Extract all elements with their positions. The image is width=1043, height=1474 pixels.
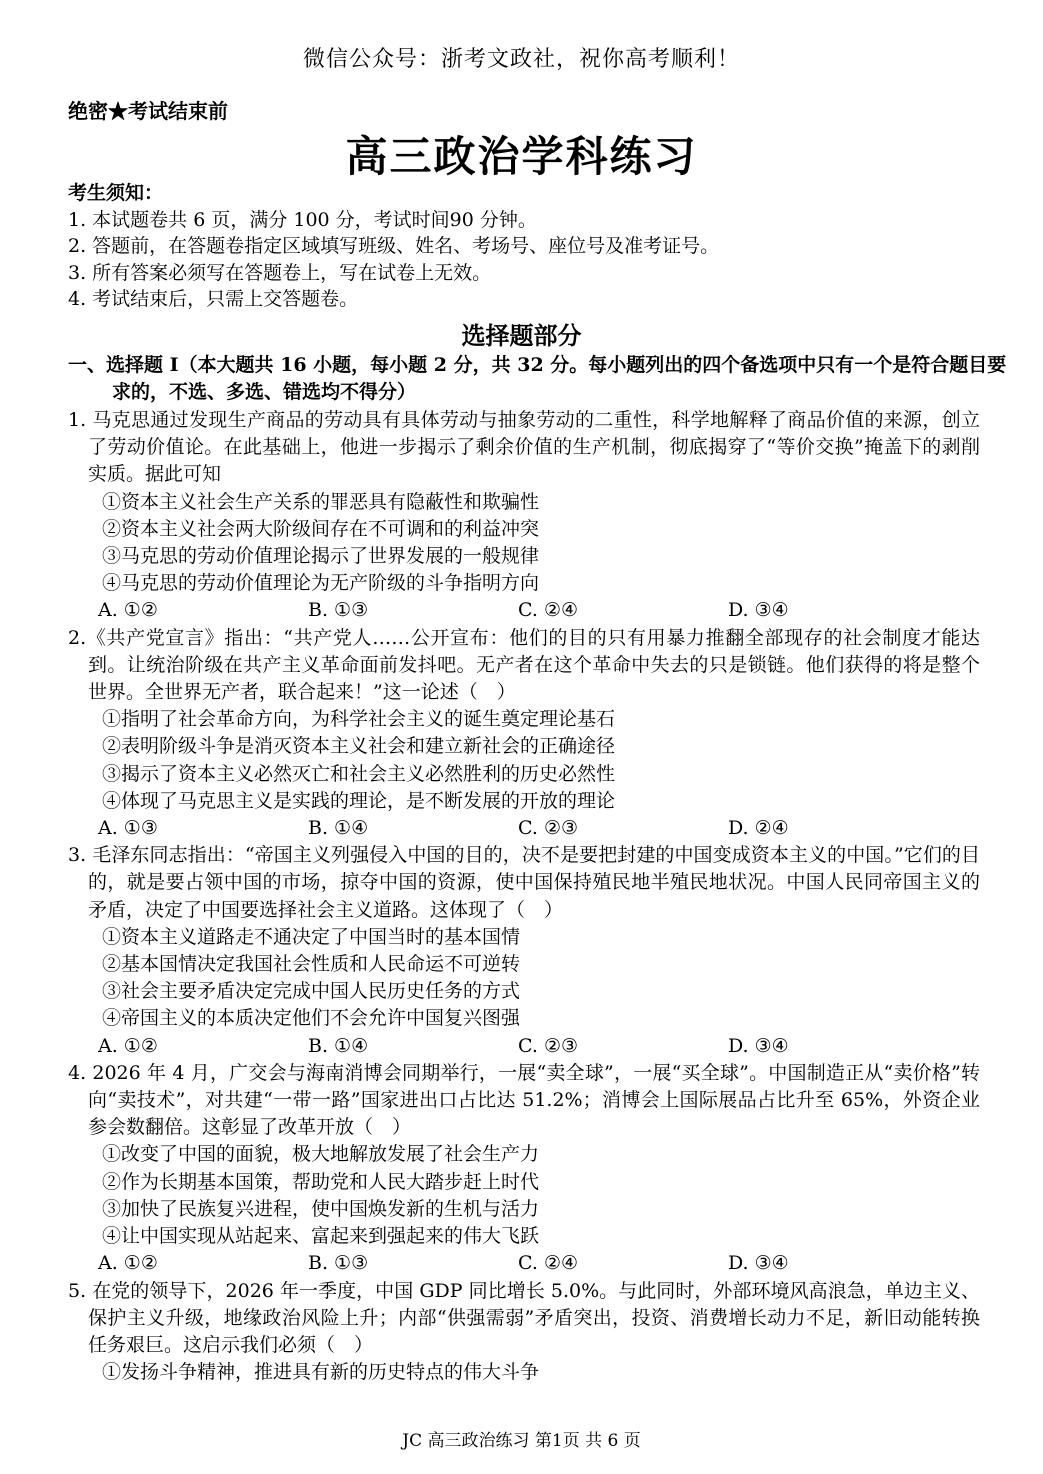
choice-a: A. ①③ — [98, 817, 158, 840]
statement-option: ④让中国实现从站起来、富起来到强起来的伟大飞跃 — [102, 1225, 540, 1248]
choice-b: B. ①③ — [308, 1252, 369, 1275]
answer-choices — [68, 1250, 980, 1277]
choice-b: B. ①③ — [308, 599, 369, 622]
section-title: 选择题部分 — [461, 321, 582, 350]
notice-item: 3. 所有答案必须写在答题卷上，写在试卷上无效。 — [68, 261, 492, 284]
statement-option: ①发扬斗争精神，推进具有新的历史特点的伟大斗争 — [102, 1361, 540, 1384]
choice-c: C. ②④ — [518, 599, 579, 622]
choice-d: D. ③④ — [728, 1034, 789, 1057]
statement-option: ①资本主义社会生产关系的罪恶具有隐蔽性和欺骗性 — [102, 490, 540, 513]
page-footer: JC 高三政治练习 第1页 共 6 页 — [402, 1431, 641, 1451]
choice-b: B. ①④ — [308, 817, 369, 840]
statement-option: ①指明了社会革命方向，为科学社会主义的诞生奠定理论基石 — [102, 708, 616, 731]
notice-item: 1. 本试题卷共 6 页，满分 100 分，考试时间90 分钟。 — [68, 208, 537, 231]
statement-option: ②资本主义社会两大阶级间存在不可调和的利益冲突 — [102, 517, 540, 540]
statement-option: ①资本主义道路走不通决定了中国当时的基本国情 — [102, 925, 521, 948]
statement-option: ③加快了民族复兴进程，使中国焕发新的生机与活力 — [102, 1197, 540, 1220]
part-heading: 一、选择题 I（本大题共 16 小题，每小题 2 分，共 32 分。每小题列出的四个备选项中只有一个是符合题目要求的，不选、多选、错选均不得分） — [68, 354, 1007, 403]
secret-label: 绝密★考试结束前 — [68, 99, 228, 123]
question-5 — [68, 1278, 980, 1387]
choice-a: A. ①② — [98, 1034, 158, 1057]
question-4 — [68, 1060, 980, 1278]
question-list — [68, 407, 980, 1386]
statement-option: ③马克思的劳动价值理论揭示了世界发展的一般规律 — [102, 545, 540, 568]
question-stem: 3. 毛泽东同志指出：“帝国主义列强侵入中国的目的，决不是要把封建的中国变成资本主义的中国。”它们的目的，就是要占领中国的市场，掠夺中国的资源，使中国保持殖民地半殖民地状况。中国人民同帝国主义的矛盾，决定了中国要选择社会主义道路。这体现了（ ） — [68, 844, 980, 921]
statement-option: ②作为长期基本国策，帮助党和人民大踏步赶上时代 — [102, 1170, 540, 1193]
statement-option: ④体现了马克思主义是实践的理论，是不断发展的开放的理论 — [102, 789, 616, 812]
answer-choices — [68, 597, 980, 624]
choice-d: D. ③④ — [728, 599, 789, 622]
notice-item: 4. 考试结束后，只需上交答题卷。 — [68, 288, 359, 310]
notice-item: 2. 答题前，在答题卷指定区域填写班级、姓名、考场号、座位号及准考证号。 — [68, 235, 720, 257]
notice-heading: 考生须知： — [68, 182, 164, 204]
question-3 — [68, 842, 980, 1060]
answer-choices — [68, 1033, 980, 1060]
question-2 — [68, 625, 980, 843]
question-stem: 5. 在党的领导下，2026 年一季度，中国 GDP 同比增长 5.0%。与此同时，外部环境风高浪急，单边主义、保护主义升级，地缘政治风险上升；内部“供强需弱”矛盾突出，投资、消费增长动力不足，新旧动能转换任务艰巨。这启示我们必须（ ） — [68, 1279, 980, 1356]
question-stem: 4. 2026 年 4 月，广交会与海南消博会同期举行，一展“卖全球”，一展“买全球”。中国制造正从“卖价格”转向“卖技术”，对共建“一带一路”国家进出口占比达 51.2%；消博会上国际展品占比升至 65%，外资企业参会数翻倍。这彰显了改革开放（ ） — [68, 1061, 980, 1139]
statement-option: ①改变了中国的面貌，极大地解放发展了社会生产力 — [102, 1143, 540, 1166]
choice-d: D. ②④ — [728, 817, 789, 840]
choice-a: A. ①② — [98, 599, 158, 622]
choice-c: C. ②③ — [518, 1034, 579, 1057]
statement-option: ③社会主要矛盾决定完成中国人民历史任务的方式 — [102, 980, 521, 1003]
statement-option: ③揭示了资本主义必然灭亡和社会主义必然胜利的历史必然性 — [102, 762, 616, 785]
choice-c: C. ②④ — [518, 1252, 579, 1275]
statement-option: ②基本国情决定我国社会性质和人民命运不可逆转 — [102, 953, 521, 976]
choice-d: D. ③④ — [728, 1252, 789, 1275]
wechat-banner: 微信公众号：浙考文政社，祝你高考顺利！ — [302, 47, 740, 72]
question-1 — [68, 407, 980, 625]
statement-option: ②表明阶级斗争是消灭资本主义社会和建立新社会的正确途径 — [102, 735, 616, 758]
choice-c: C. ②③ — [518, 817, 579, 840]
choice-a: A. ①② — [98, 1252, 158, 1275]
page-title: 高三政治学科练习 — [345, 132, 698, 181]
choice-b: B. ①④ — [308, 1034, 369, 1057]
statement-option: ④帝国主义的本质决定他们不会允许中国复兴图强 — [102, 1007, 521, 1030]
answer-choices — [68, 815, 980, 842]
exam-notice — [68, 180, 988, 313]
statement-option: ④马克思的劳动价值理论为无产阶级的斗争指明方向 — [102, 572, 540, 595]
question-stem: 2.《共产党宣言》指出：“共产党人……公开宣布：他们的目的只有用暴力推翻全部现存的社会制度才能达到。让统治阶级在共产主义革命面前发抖吧。无产者在这个革命中失去的只是锁链。他们获得的将是整个世界。全世界无产者，联合起来！”这一论述（ ） — [68, 626, 980, 704]
question-stem: 1. 马克思通过发现生产商品的劳动具有具体劳动与抽象劳动的二重性，科学地解释了商品价值的来源，创立了劳动价值论。在此基础上，他进一步揭示了剩余价值的生产机制，彻底揭穿了“等价交换”掩盖下的剥削实质。据此可知 — [68, 409, 980, 486]
